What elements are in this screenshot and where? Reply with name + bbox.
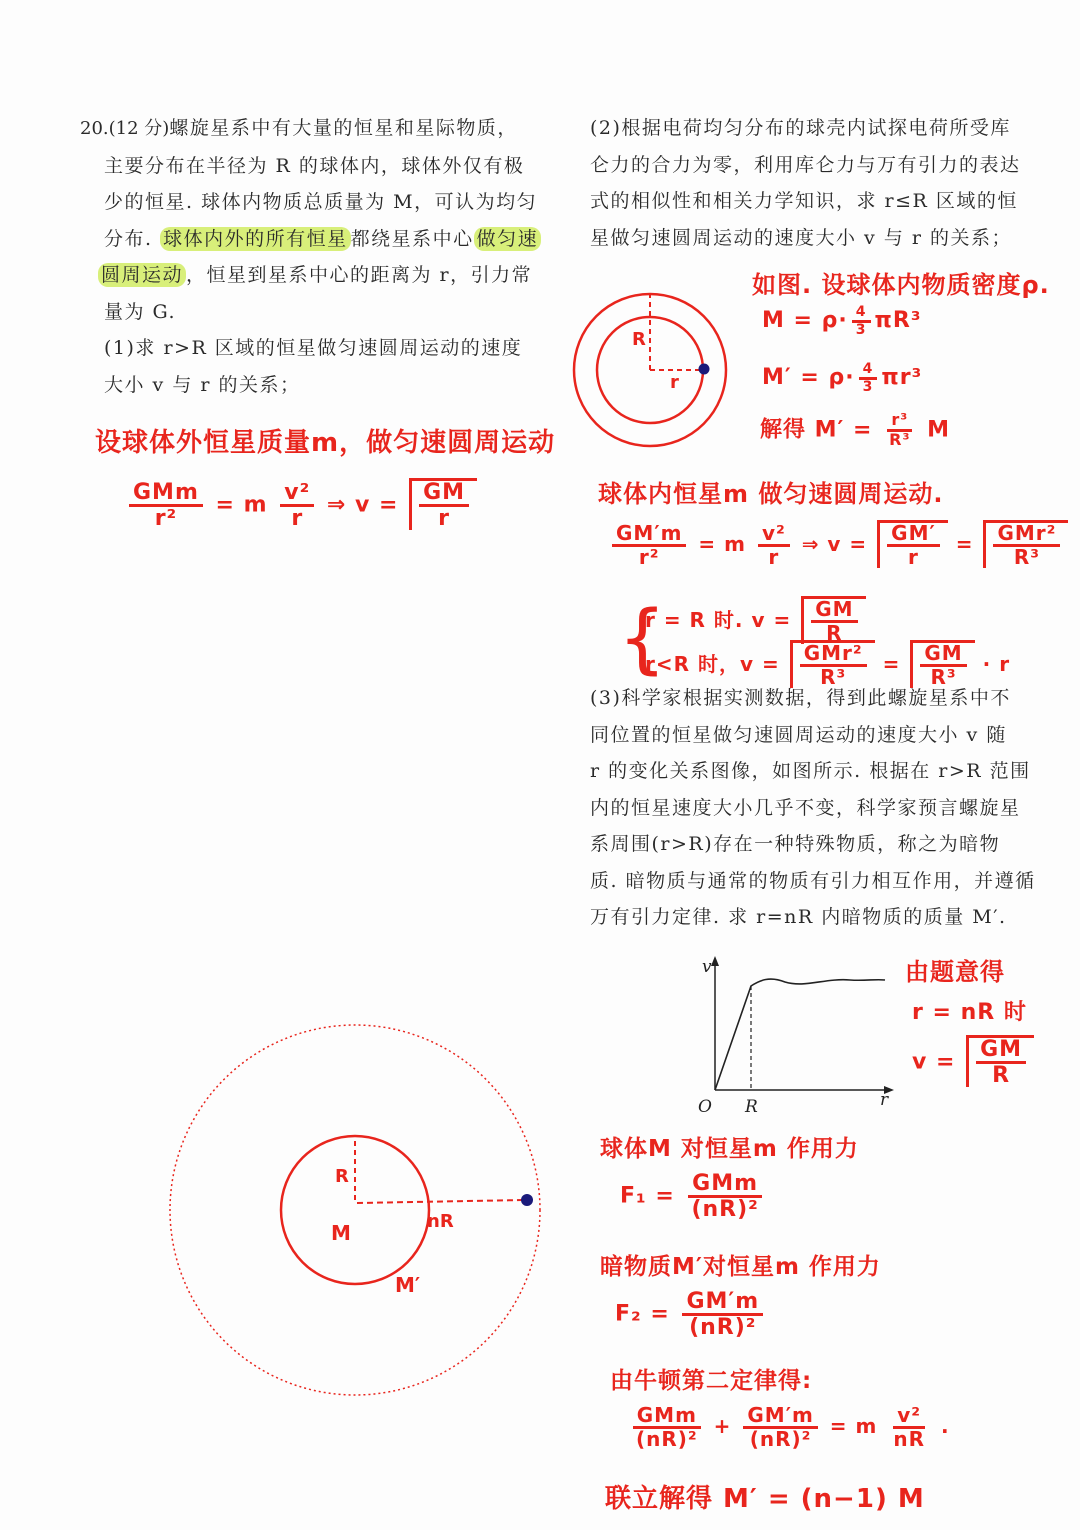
big-label-nR: nR bbox=[427, 1211, 454, 1232]
hw-s3-f2-den: (nR)² bbox=[689, 1315, 757, 1341]
big-outer-dotted-circle bbox=[170, 1025, 540, 1395]
big-label-R: R bbox=[335, 1166, 349, 1187]
problem-points: (12 分) bbox=[108, 118, 170, 139]
hw-s3-newton: 由牛顿第二定律得: bbox=[610, 1368, 813, 1394]
hw-s2-solve bbox=[760, 412, 950, 449]
q3-line-5: 系周围(r>R)存在一种特殊物质，称之为暗物 bbox=[590, 833, 1001, 855]
graph-x-label: r bbox=[880, 1090, 889, 1110]
big-label-M: M bbox=[331, 1221, 351, 1245]
hw-s2-case1-lhs: r = R 时. v = bbox=[645, 608, 792, 632]
q3-line-7: 万有引力定律. 求 r=nR 内暗物质的质量 M′. bbox=[590, 906, 1007, 928]
velocity-graph bbox=[690, 950, 900, 1120]
hw-s1-sqrt-den: r bbox=[438, 506, 451, 532]
hw-s1-equation bbox=[125, 478, 477, 530]
hw-s3-n-c-num: v² bbox=[893, 1405, 925, 1429]
hw-s2-eq-arrow: ⇒ v = bbox=[801, 532, 868, 556]
hw-s3-title: 由题意得 bbox=[905, 958, 1005, 986]
hw-s2-m-frac-num: 4 bbox=[852, 305, 871, 323]
intro-line-4a: 分布. bbox=[104, 227, 161, 250]
problem-part2 bbox=[590, 110, 1021, 256]
hw-s3-v-num: GM bbox=[976, 1038, 1026, 1064]
graph-y-arrow bbox=[711, 956, 719, 966]
q1-line-2: 大小 v 与 r 的关系； bbox=[104, 373, 301, 396]
small-sphere-diagram bbox=[570, 290, 730, 450]
problem-part3 bbox=[590, 680, 1036, 936]
hw-s2-title: 如图. 设球体内物质密度ρ. bbox=[752, 271, 1050, 299]
hw-s3-n-plus: + bbox=[713, 1414, 732, 1438]
q3-line-4: 内的恒星速度大小几乎不变，科学家预言螺旋星 bbox=[590, 796, 1021, 819]
hw-s2-eq-s1-den: r bbox=[908, 545, 919, 569]
q2-line-3: 式的相似性和相关力学知识，求 r≤R 区域的恒 bbox=[590, 190, 1018, 212]
hw-s2-mp-frac-den: 3 bbox=[862, 378, 874, 395]
hw-s3-f1-title: 球体M 对恒星m 作用力 bbox=[600, 1136, 859, 1162]
hw-s2-m-lhs: M = ρ· bbox=[762, 308, 848, 334]
hw-s2-eq-equals: = bbox=[955, 532, 974, 556]
graph-curve bbox=[715, 979, 885, 1090]
highlight-all-stars: 球体内外的所有恒星 bbox=[160, 227, 351, 251]
hw-s1-lhs-den: r² bbox=[154, 506, 178, 532]
q3-line-6: 质. 暗物质与通常的物质有引力相互作用，并遵循 bbox=[590, 869, 1036, 892]
hw-s2-solve-lhs: 解得 M′ = bbox=[760, 417, 873, 443]
hw-s3-cond: r = nR 时 bbox=[912, 1000, 1027, 1025]
hw-s2-case1 bbox=[645, 596, 866, 644]
hw-s2-eq-v-den: r bbox=[768, 545, 780, 569]
q3-line-3: r 的变化关系图像，如图所示. 根据在 r>R 范围 bbox=[590, 760, 1031, 782]
hw-s2-solve-num: r³ bbox=[887, 412, 912, 432]
hw-s2-m-eq bbox=[762, 305, 921, 337]
big-sphere-diagram bbox=[165, 1020, 550, 1405]
hw-s3-f2-title: 暗物质M′对恒星m 作用力 bbox=[600, 1254, 881, 1280]
hw-s1-sqrt-num: GM bbox=[419, 481, 469, 507]
hw-s2-case2-s-num: GM bbox=[920, 643, 966, 667]
hw-s2-case1-num: GM bbox=[811, 599, 857, 623]
hw-s2-eq-s2-num: GMr² bbox=[993, 523, 1060, 547]
hw-s2-eq-s2-den: R³ bbox=[1013, 545, 1041, 569]
hw-s2-m-tail: πR³ bbox=[874, 308, 922, 334]
q1-line-1: (1)求 r>R 区域的恒星做匀速圆周运动的速度 bbox=[104, 337, 523, 359]
q2-line-1: (2)根据电荷均匀分布的球壳内试探电荷所受库 bbox=[590, 117, 1011, 139]
hw-s2-mp-frac-num: 4 bbox=[859, 362, 878, 380]
hw-s1-title: 设球体外恒星质量m，做匀速圆周运动 bbox=[95, 428, 556, 458]
hw-s3-n-mid: = m bbox=[829, 1414, 878, 1438]
problem-number: 20. bbox=[80, 118, 109, 139]
hw-s1-mid: = m bbox=[215, 492, 268, 518]
hw-s2-case2-tail: · r bbox=[982, 652, 1011, 676]
hw-s1-arrow: ⇒ v = bbox=[326, 492, 399, 518]
hw-s2-mp-tail: πr³ bbox=[881, 365, 923, 391]
intro-line-1: 螺旋星系中有大量的恒星和星际物质， bbox=[169, 117, 518, 139]
hw-s2-mp-eq bbox=[762, 362, 922, 394]
hw-s3-v-den: R bbox=[992, 1063, 1011, 1089]
hw-s2-case2-eq: = bbox=[882, 652, 901, 676]
big-star-dot bbox=[521, 1194, 533, 1206]
hw-s3-newton-eq bbox=[628, 1405, 950, 1450]
problem-left-column bbox=[80, 110, 541, 403]
hw-s1-rhs-num: v² bbox=[280, 481, 314, 507]
hw-s2-m-frac-den: 3 bbox=[855, 321, 867, 338]
hw-s2-brace: { bbox=[618, 593, 667, 682]
hw-s2-case2-lhs: r<R 时，v = bbox=[645, 652, 780, 676]
hw-s3-v bbox=[912, 1035, 1034, 1087]
hw-s3-f2-num: GM′m bbox=[682, 1290, 763, 1316]
hw-s2-case2-den: R³ bbox=[820, 665, 847, 689]
small-label-r: r bbox=[670, 372, 679, 393]
hw-s2-solve-den: R³ bbox=[889, 429, 911, 449]
q3-line-2: 同位置的恒星做匀速圆周运动的速度大小 v 随 bbox=[590, 723, 1007, 746]
intro-line-5b: ，恒星到星系中心的距离为 r，引力常 bbox=[186, 264, 533, 286]
q3-line-1: (3)科学家根据实测数据，得到此螺旋星系中不 bbox=[590, 687, 1011, 709]
hw-s3-f2-lhs: F₂ = bbox=[615, 1301, 670, 1327]
hw-s3-n-end: . bbox=[940, 1414, 950, 1438]
intro-line-2: 主要分布在半径为 R 的球体内，球体外仅有极 bbox=[104, 154, 525, 177]
hw-s2-case2 bbox=[645, 640, 1010, 688]
intro-line-3: 少的恒星. 球体内物质总质量为 M，可认为均匀 bbox=[104, 191, 538, 213]
hw-s3-n-c-den: nR bbox=[893, 1427, 925, 1451]
hw-s2-eq-s1-num: GM′ bbox=[887, 523, 940, 547]
hw-s1-rhs-den: r bbox=[291, 506, 304, 532]
intro-line-4b: 都绕星系中心 bbox=[350, 227, 474, 250]
big-label-Mp: M′ bbox=[395, 1273, 421, 1297]
hw-s2-eq-den: r² bbox=[638, 545, 660, 569]
hw-s3-v-lhs: v = bbox=[912, 1049, 956, 1075]
hw-s2-case1-den: R bbox=[826, 621, 843, 645]
hw-s3-n-b-num: GM′m bbox=[743, 1405, 817, 1429]
q2-line-2: 仑力的合力为零，利用库仑力与万有引力的表达 bbox=[590, 153, 1021, 176]
hw-s2-case2-s-den: R³ bbox=[930, 665, 957, 689]
hw-s3-f1 bbox=[620, 1172, 767, 1221]
small-label-R: R bbox=[632, 329, 646, 350]
hw-s3-f1-lhs: F₁ = bbox=[620, 1183, 675, 1209]
highlight-circular-motion: 圆周运动 bbox=[98, 263, 186, 287]
hw-s2-eq-num: GM′m bbox=[612, 523, 686, 547]
big-inner-circle bbox=[281, 1136, 429, 1284]
intro-line-6: 量为 G. bbox=[104, 300, 177, 323]
hw-s2-eq-v-num: v² bbox=[758, 523, 790, 547]
hw-s2-star: 球体内恒星m 做匀速圆周运动. bbox=[598, 480, 944, 508]
hw-s2-solve-tail: M bbox=[927, 417, 951, 443]
hw-s2-mp-lhs: M′ = ρ· bbox=[762, 365, 855, 391]
graph-tick-R: R bbox=[745, 1097, 758, 1117]
hw-s3-n-b-den: (nR)² bbox=[749, 1427, 812, 1451]
hw-s2-equation bbox=[608, 520, 1068, 568]
hw-s3-f1-num: GMm bbox=[688, 1172, 762, 1198]
hw-s3-n-a-num: GMm bbox=[633, 1405, 701, 1429]
graph-origin-label: O bbox=[698, 1097, 712, 1117]
small-star-dot bbox=[699, 364, 710, 375]
hw-s3-f2 bbox=[615, 1290, 767, 1339]
hw-s1-lhs-num: GMm bbox=[129, 481, 203, 507]
big-nR-dash bbox=[357, 1200, 525, 1203]
highlight-uniform: 做匀速 bbox=[474, 227, 542, 251]
hw-s2-case2-num: GMr² bbox=[800, 643, 867, 667]
hw-s3-n-a-den: (nR)² bbox=[636, 1427, 698, 1451]
hw-s2-eq-mid: = m bbox=[698, 532, 746, 556]
graph-y-label: v bbox=[702, 957, 712, 977]
hw-s3-f1-den: (nR)² bbox=[691, 1197, 759, 1223]
hw-s3-final: 联立解得 M′ = (n−1) M bbox=[605, 1484, 925, 1514]
q2-line-4: 星做匀速圆周运动的速度大小 v 与 r 的关系； bbox=[590, 226, 1012, 249]
